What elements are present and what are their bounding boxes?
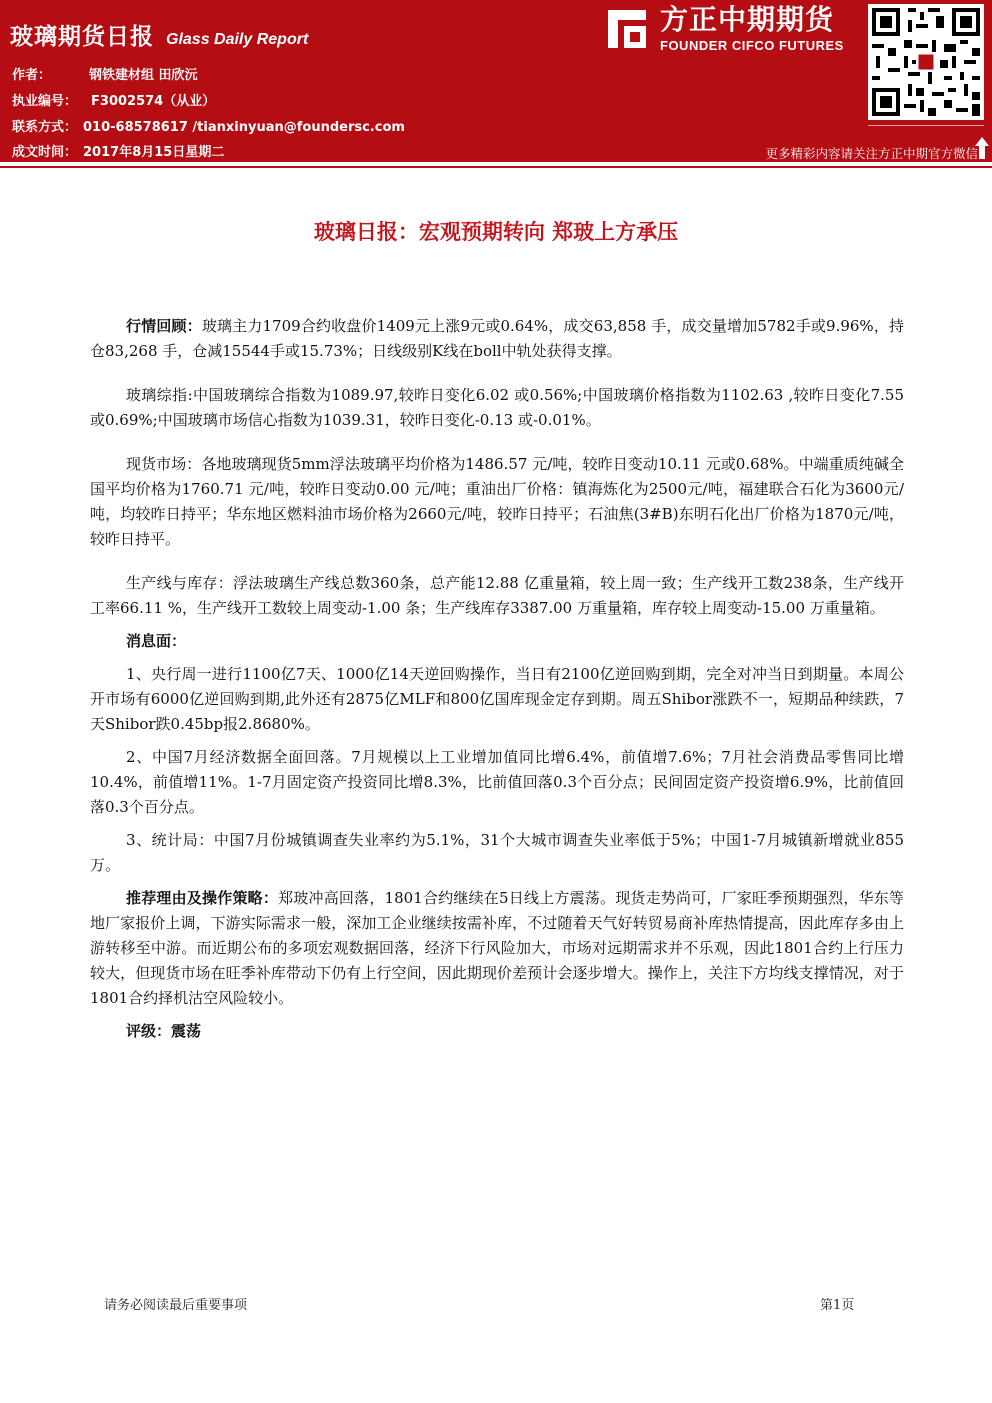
market-review-label: 行情回顾： <box>126 317 202 335</box>
news-item-2: 2、中国7月经济数据全面回落。7月规模以上工业增加值同比增6.4%，前值增7.6%；7月社会消费品零售同比增10.4%，前值增11%。1-7月固定资产投资同比增8.3%，比前值回落0.3个百分点；民间固定资产投资增6.9%，比前值回落0.3个百分点。 <box>90 748 904 816</box>
qr-code-icon <box>868 4 984 120</box>
author-value: 钢铁建材组 田欣沅 <box>89 68 198 83</box>
wechat-follow-note: 更多精彩内容请关注方正中期官方微信 <box>765 146 978 161</box>
report-title-row <box>10 18 308 51</box>
brand-name-cn: 方正中期期货 <box>660 3 835 36</box>
arrow-up-icon <box>974 136 990 160</box>
production-paragraph: 生产线与库存：浮法玻璃生产线总数360条，总产能12.88 亿重量箱，较上周一致；生产线开工数238条，生产线开工率66.11 %，生产线开工数较上周变动-1.00 条；生产线库存3387.00 万重量箱，库存较上周变动-15.00 万重量箱。 <box>90 574 904 617</box>
logo-mark-icon <box>604 6 650 52</box>
qr-divider <box>868 125 984 126</box>
page-number: 第1页 <box>820 1298 855 1313</box>
strategy-text: 郑玻冲高回落，1801合约继续在5日线上方震荡。现货走势尚可，厂家旺季预期强烈，华东等地厂家报价上调，下游实际需求一般，深加工企业继续按需补库，不过随着天气好转贸易商补库热情提高，因此库存多由上游转移至中游。而近期公布的多项宏观数据回落，经济下行风险加大，市场对远期需求并不乐观，因此1801合约上行压力较大，但现货市场在旺季补库带动下仍有上行空间，因此期现价差预计会逐步增大。操作上，关注下方均线支撑情况，对于1801合约择机沽空风险较小。 <box>90 889 904 1007</box>
report-body <box>90 314 904 1044</box>
rating-label: 评级： <box>126 1022 172 1040</box>
market-review-paragraph <box>90 314 904 364</box>
report-title-cn: 玻璃期货日报 <box>10 24 154 50</box>
index-paragraph: 玻璃综指:中国玻璃综合指数为1089.97,较昨日变化6.02 或0.56%;中国玻璃价格指数为1102.63 ,较昨日变化7.55 或0.69%;中国玻璃市场信心指数为1039.31，较昨日变化-0.13 或-0.01%。 <box>90 386 904 429</box>
brand-name-en: FOUNDER CIFCO FUTURES <box>660 38 844 53</box>
news-item-3: 3、统计局：中国7月份城镇调查失业率约为5.1%，31个大城市调查失业率低于5%；中国1-7月城镇新增就业855万。 <box>90 831 904 874</box>
author-line <box>12 64 198 83</box>
author-label: 作者： <box>12 68 52 83</box>
rating-value: 震荡 <box>171 1022 202 1040</box>
document-title: 玻璃日报：宏观预期转向 郑玻上方承压 <box>313 220 679 244</box>
contact-line <box>12 116 405 135</box>
date-value: 2017年8月15日星期二 <box>83 145 225 160</box>
strategy-label: 推荐理由及操作策略： <box>126 889 279 907</box>
news-heading <box>90 629 904 654</box>
rating-line <box>90 1019 904 1044</box>
license-value: F3002574（从业） <box>91 94 216 109</box>
report-header <box>0 0 992 162</box>
date-line <box>12 141 224 160</box>
footer-notice: 请务必阅读最后重要事项 <box>104 1298 248 1313</box>
date-label: 成文时间： <box>12 145 78 160</box>
spot-market-paragraph: 现货市场：各地玻璃现货5mm浮法玻璃平均价格为1486.57 元/吨，较昨日变动10.11 元或0.68%。中端重质纯碱全国平均价格为1760.71 元/吨，较昨日变动0.00 元/吨；重油出厂价格：镇海炼化为2500元/吨，福建联合石化为3600元/吨，均较昨日持平；华东地区燃料油市场价格为2660元/吨，较昨日持平；石油焦(3#B)东明石化出厂价格为1870元/吨，较昨日持平。 <box>90 455 904 548</box>
license-label: 执业编号： <box>12 94 78 109</box>
news-label: 消息面： <box>126 632 187 650</box>
contact-value: 010-68578617 /tianxinyuan@foundersc.com <box>83 120 405 135</box>
header-rule <box>0 166 992 168</box>
contact-label: 联系方式： <box>12 120 78 135</box>
company-logo <box>604 4 844 53</box>
news-item-1: 1、央行周一进行1100亿7天、1000亿14天逆回购操作，当日有2100亿逆回购到期，完全对冲当日到期量。本周公开市场有6000亿逆回购到期,此外还有2875亿MLF和800亿国库现金定存到期。周五Shibor涨跌不一，短期品种续跌，7天Shibor跌0.45bp报2.8680%。 <box>90 665 904 733</box>
license-line <box>12 90 215 109</box>
report-title-en: Glass Daily Report <box>166 31 309 48</box>
market-review-text: 玻璃主力1709合约收盘价1409元上涨9元或0.64%，成交63,858 手，成交量增加5782手或9.96%，持仓83,268 手，仓减15544手或15.73%；日线级别K线在boll中轨处获得支撑。 <box>90 317 904 360</box>
strategy-paragraph <box>90 886 904 1011</box>
